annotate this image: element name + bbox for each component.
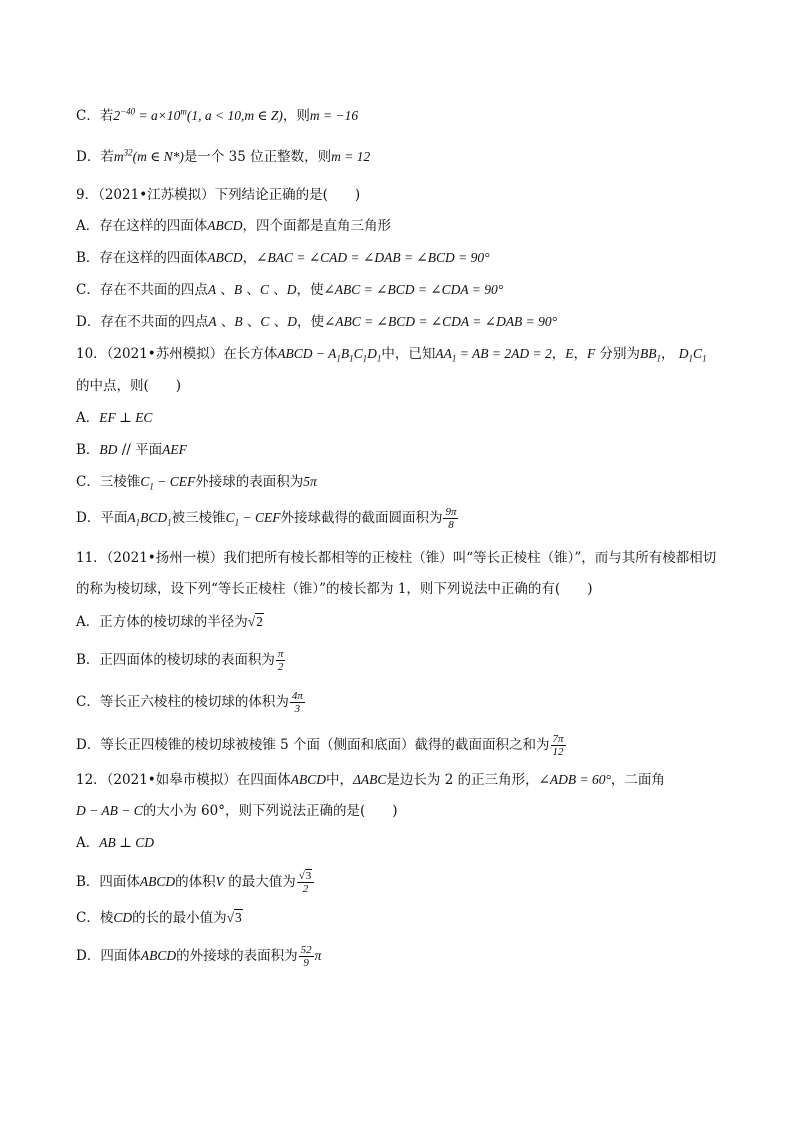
q11-option-d[interactable]: D．等长正四棱锥的棱切球被棱锥 5 个面（侧面和底面）截得的截面面积之和为 $\frac{7\pi}{12}$ (76, 733, 564, 758)
q11-option-c[interactable]: C．等长正六棱柱的棱切球的体积为 $\frac{4\pi}{3}$ (76, 690, 303, 715)
q11-stem-line1: 11．（2021•扬州一模）我们把所有棱长都相等的正棱柱（锥）叫“等长正棱柱（锥）”，而与其所有棱都相切 (76, 550, 717, 566)
q12-option-d[interactable]: D．四面体ABCD的外接球的表面积为 $\frac{52}{9}$ π (76, 944, 322, 969)
q12-stem-line1: 12．（2021•如皋市模拟）在四面体ABCD中，ΔABC是边长为 2 的正三角形，∠ADB = 60°，二面角 (76, 772, 665, 788)
q10-option-d[interactable]: D．平面$A_1BCD_1$被三棱锥$C_1$ − CEF外接球截得的截面圆面积为 $\frac{9\pi}{8}$ (76, 506, 457, 531)
q10-option-a[interactable]: A．EF ⊥ EC (76, 410, 153, 426)
q12-stem-line2: D − AB − C的大小为 60°，则下列说法正确的是( ) (76, 803, 398, 819)
q10-stem-line2: 的中点，则( ) (76, 378, 182, 394)
q11-option-a[interactable]: A．正方体的棱切球的半径为√2 (76, 614, 263, 630)
q10-option-c[interactable]: C．三棱锥$C_1$ − CEF外接球的表面积为5π (76, 474, 317, 492)
q9-option-c[interactable]: C．存在不共面的四点A 、B 、C 、D，使∠ABC = ∠BCD = ∠CDA = 90° (76, 282, 504, 298)
q10-stem-line1: 10．（2021•苏州模拟）在长方体ABCD − $A_1B_1C_1D_1$中，已知$AA_1$ = AB = 2AD = 2，E，F 分别为$BB_1$， $D_1C_1$ (76, 346, 707, 364)
q10-option-b[interactable]: B．BD // 平面AEF (76, 442, 187, 458)
q9-option-b[interactable]: B．存在这样的四面体ABCD，∠BAC = ∠CAD = ∠DAB = ∠BCD = 90° (76, 250, 490, 266)
q9-stem: 9．（2021•江苏模拟）下列结论正确的是( ) (76, 187, 361, 203)
q12-option-c[interactable]: C．棱CD的长的最小值为√3 (76, 910, 242, 926)
q11-option-b[interactable]: B．正四面体的棱切球的表面积为 $\frac{\pi}{2}$ (76, 648, 284, 673)
q12-option-a[interactable]: A．AB ⊥ CD (76, 835, 154, 851)
q9-option-d[interactable]: D．存在不共面的四点A 、B 、C 、D，使∠ABC = ∠BCD = ∠CDA = ∠DAB = 90° (76, 314, 558, 330)
q8-option-c[interactable]: C．若$2^{-40} = a\times 10^m(1$, a < 10,m ∈ Z)，则m = −16 (76, 106, 359, 124)
q11-stem-line2: 的称为棱切球，设下列“等长正棱柱（锥）”的棱长都为 1，则下列说法中正确的有( ) (76, 581, 593, 597)
q8-option-d[interactable]: D．若$m^{32}(m$ ∈ N*)是一个 35 位正整数，则m = 12 (76, 147, 371, 165)
q12-option-b[interactable]: B．四面体ABCD的体积V 的最大值为 $\frac{√3}{2}$ (76, 870, 315, 895)
q9-option-a[interactable]: A．存在这样的四面体ABCD，四个面都是直角三角形 (76, 218, 391, 234)
